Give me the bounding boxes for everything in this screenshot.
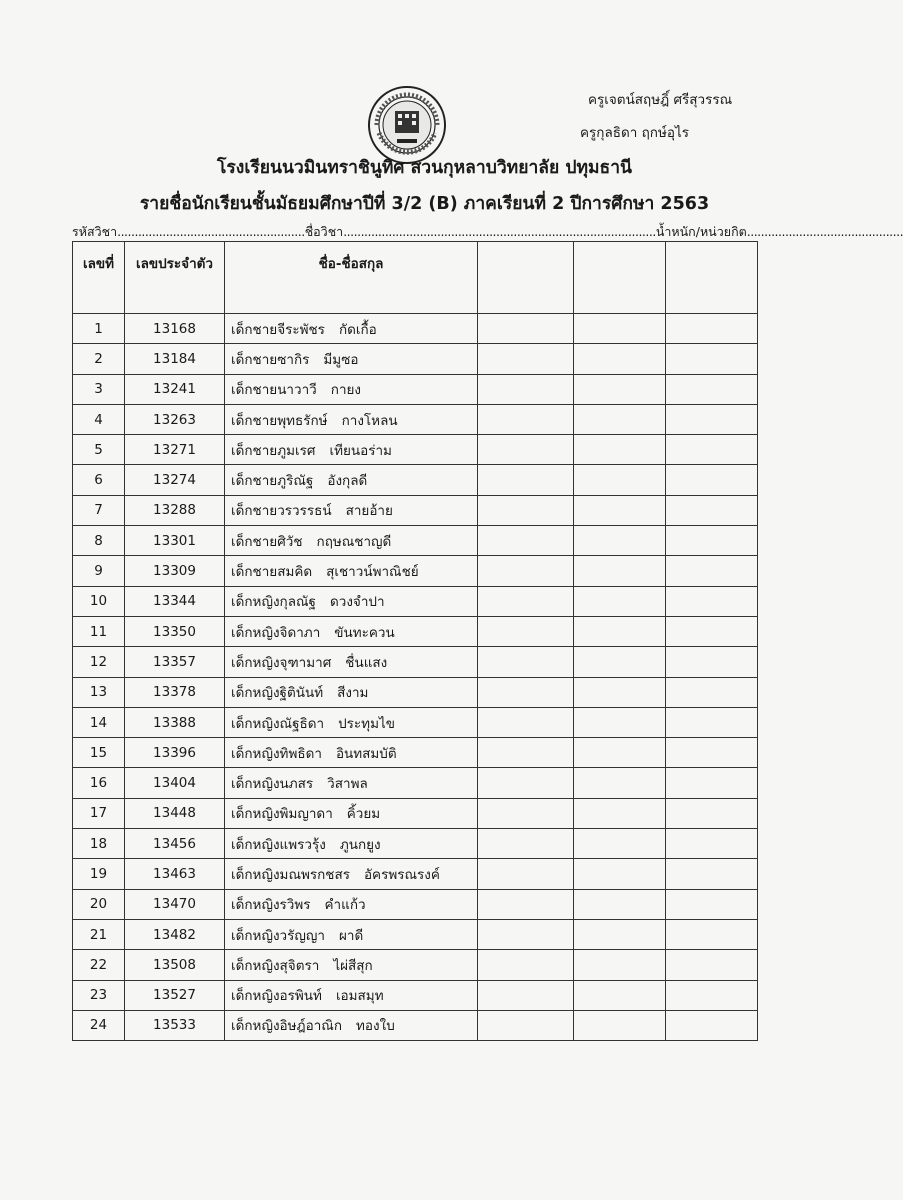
student-name [225,919,478,949]
student-first-name: เด็กหญิงจุฑามาศ [231,654,332,671]
teacher-1: ครูเจตน์สฤษฎิ์ ศรีสุวรรณ [588,92,733,108]
score-cell-3 [666,1010,758,1040]
score-cell-3 [666,404,758,434]
student-last-name: สายอ้าย [345,503,393,520]
student-last-name: คำแก้ว [324,897,366,914]
score-cell-2 [574,738,666,768]
student-first-name: เด็กหญิงอิษฎ์อาณิก [231,1018,343,1035]
score-cell-2 [574,1010,666,1040]
subject-code-blank[interactable]: ...................................................... [117,224,305,239]
student-id: 13309 [125,556,225,586]
class-title: รายชื่อนักเรียนชั้นมัธยมศึกษาปีที่ 3/2 (B) ภาคเรียนที่ 2 ปีการศึกษา 2563 [139,194,710,214]
score-cell-2 [574,465,666,495]
student-last-name: ชื่นแสง [345,654,388,671]
score-cell-2 [574,586,666,616]
student-id: 13482 [125,919,225,949]
score-cell-2 [574,677,666,707]
student-first-name: เด็กชายสมคิด [231,564,313,581]
score-cell-1 [478,889,574,919]
student-name [225,495,478,525]
student-first-name: เด็กชายภูริณัฐ [231,473,314,490]
score-cell-2 [574,798,666,828]
score-cell-1 [478,829,574,859]
score-cell-3 [666,950,758,980]
subject-name-blank[interactable]: .......................................................................................... [343,224,656,239]
score-cell-3 [666,919,758,949]
student-id: 13396 [125,738,225,768]
student-last-name: อังกุลดี [327,473,368,490]
score-cell-1 [478,950,574,980]
score-cell-3 [666,374,758,404]
score-cell-1 [478,707,574,737]
student-last-name: เทียนอร่าม [329,442,392,459]
score-cell-1 [478,344,574,374]
score-cell-2 [574,556,666,586]
student-first-name: เด็กหญิงมณพรกชสร [231,866,350,883]
table-row [73,435,758,465]
student-last-name: วิสาพล [327,776,368,793]
student-id: 13344 [125,586,225,616]
student-name [225,889,478,919]
score-cell-3 [666,526,758,556]
student-first-name: เด็กชายซากิร [231,351,310,368]
table-row [73,950,758,980]
student-name [225,950,478,980]
student-number: 16 [73,768,125,798]
score-cell-2 [574,647,666,677]
student-first-name: เด็กหญิงฐิตินันท์ [231,685,324,702]
student-id: 13350 [125,616,225,646]
student-first-name: เด็กหญิงสุจิตรา [231,957,320,974]
student-id: 13388 [125,707,225,737]
student-first-name: เด็กชายศิวัช [231,533,303,550]
student-last-name: กางโหลน [341,412,398,429]
score-cell-3 [666,859,758,889]
student-last-name: ผาดี [338,927,364,944]
table-row [73,829,758,859]
score-cell-2 [574,889,666,919]
student-id: 13508 [125,950,225,980]
score-cell-2 [574,435,666,465]
roster-body [73,314,758,1041]
table-row [73,556,758,586]
score-cell-1 [478,404,574,434]
student-id: 13271 [125,435,225,465]
score-cell-3 [666,495,758,525]
student-last-name: ดวงจำปา [329,594,385,611]
score-cell-1 [478,647,574,677]
student-name [225,344,478,374]
student-name [225,586,478,616]
student-first-name: เด็กชายนาวาวี [231,382,317,399]
student-id: 13357 [125,647,225,677]
score-cell-3 [666,586,758,616]
student-name [225,435,478,465]
table-row [73,1010,758,1040]
student-last-name: มีมูซอ [323,351,359,368]
student-last-name: อินทสมบัติ [335,745,397,762]
student-first-name: เด็กชายจีระพัชร [231,321,325,338]
col-header-no: เลขที่ [73,242,125,314]
student-last-name: คิ้วยม [346,806,381,823]
col-header-name: ชื่อ-ชื่อสกุล [225,242,478,314]
col-header-blank-2 [574,242,666,314]
subject-fields [72,222,903,242]
score-cell-1 [478,616,574,646]
student-number: 3 [73,374,125,404]
table-row [73,616,758,646]
student-number: 1 [73,314,125,344]
student-name [225,374,478,404]
credit-blank[interactable]: ............................................. [746,224,903,239]
subject-name-label: ชื่อวิชา [304,224,344,239]
score-cell-2 [574,526,666,556]
col-header-blank-3 [666,242,758,314]
student-last-name: ภูนกยูง [339,836,381,853]
student-id: 13274 [125,465,225,495]
student-id: 13533 [125,1010,225,1040]
student-name [225,829,478,859]
student-name [225,859,478,889]
student-name [225,465,478,495]
student-first-name: เด็กหญิงรวิพร [231,897,311,914]
table-row [73,919,758,949]
credit-label: น้ำหนัก/หน่วยกิต [655,224,747,239]
table-row [73,768,758,798]
student-name [225,314,478,344]
table-header-row [73,242,758,314]
score-cell-1 [478,314,574,344]
student-name [225,526,478,556]
student-id: 13168 [125,314,225,344]
student-last-name: เอมสมุท [335,988,384,1005]
student-number: 24 [73,1010,125,1040]
school-title: โรงเรียนนวมินทราชินูทิศ สวนกุหลาบวิทยาลัย ปทุมธานี [217,158,632,178]
table-row [73,707,758,737]
student-id: 13448 [125,798,225,828]
student-last-name: ทองใบ [356,1018,395,1035]
student-number: 18 [73,829,125,859]
student-first-name: เด็กหญิงณัฐธิดา [231,715,325,732]
score-cell-2 [574,495,666,525]
score-cell-3 [666,465,758,495]
student-number: 4 [73,404,125,434]
student-number: 8 [73,526,125,556]
score-cell-1 [478,798,574,828]
student-number: 5 [73,435,125,465]
student-number: 12 [73,647,125,677]
score-cell-1 [478,465,574,495]
student-first-name: เด็กหญิงอรพินท์ [231,988,322,1005]
student-name [225,768,478,798]
student-name [225,1010,478,1040]
student-id: 13184 [125,344,225,374]
student-number: 22 [73,950,125,980]
student-id: 13463 [125,859,225,889]
score-cell-1 [478,556,574,586]
score-cell-3 [666,707,758,737]
score-cell-2 [574,859,666,889]
student-number: 2 [73,344,125,374]
score-cell-3 [666,889,758,919]
student-id: 13241 [125,374,225,404]
table-row [73,798,758,828]
score-cell-2 [574,374,666,404]
score-cell-2 [574,829,666,859]
student-id: 13456 [125,829,225,859]
score-cell-1 [478,435,574,465]
table-row [73,980,758,1010]
student-number: 17 [73,798,125,828]
student-number: 11 [73,616,125,646]
table-row [73,738,758,768]
table-row [73,495,758,525]
score-cell-2 [574,344,666,374]
score-cell-2 [574,616,666,646]
score-cell-1 [478,586,574,616]
student-number: 9 [73,556,125,586]
student-id: 13470 [125,889,225,919]
score-cell-3 [666,768,758,798]
score-cell-1 [478,1010,574,1040]
score-cell-1 [478,980,574,1010]
student-last-name: สุเชาวน์พาณิชย์ [326,564,419,581]
student-last-name: ขันทะควน [334,624,395,641]
student-first-name: เด็กหญิงแพรวรุ้ง [231,836,326,853]
table-row [73,374,758,404]
score-cell-1 [478,738,574,768]
student-name [225,404,478,434]
table-row [73,314,758,344]
score-cell-1 [478,495,574,525]
student-first-name: เด็กชายพุทธรักษ์ [231,412,328,429]
student-number: 15 [73,738,125,768]
score-cell-3 [666,647,758,677]
student-number: 6 [73,465,125,495]
table-row [73,465,758,495]
score-cell-3 [666,980,758,1010]
student-id: 13288 [125,495,225,525]
table-row [73,647,758,677]
score-cell-2 [574,980,666,1010]
student-first-name: เด็กหญิงกุลณัฐ [231,594,316,611]
student-first-name: เด็กชายวรวรรธน์ [231,503,332,520]
student-id: 13263 [125,404,225,434]
teacher-2: ครูกุลธิดา ฤกษ์อุไร [580,125,690,141]
student-id: 13404 [125,768,225,798]
score-cell-1 [478,374,574,404]
student-last-name: กายง [330,382,362,399]
student-number: 21 [73,919,125,949]
student-last-name: กัดเกื้อ [338,321,377,338]
student-first-name: เด็กหญิงนภสร [231,776,314,793]
student-last-name: ไผ่สีสุก [333,957,373,974]
score-cell-2 [574,404,666,434]
col-header-blank-1 [478,242,574,314]
score-cell-3 [666,829,758,859]
subject-code-label: รหัสวิชา [72,224,118,239]
score-cell-2 [574,950,666,980]
score-cell-3 [666,616,758,646]
student-number: 14 [73,707,125,737]
student-first-name: เด็กหญิงทิพธิดา [231,745,322,762]
student-id: 13527 [125,980,225,1010]
student-last-name: สีงาม [337,685,369,702]
student-last-name: อัครพรณรงค์ [363,866,440,883]
score-cell-1 [478,919,574,949]
student-name [225,616,478,646]
student-name [225,647,478,677]
student-roster-table [72,241,758,1041]
teacher-list [580,88,840,154]
student-first-name: เด็กหญิงจิดาภา [231,624,321,641]
table-row [73,889,758,919]
table-row [73,404,758,434]
student-first-name: เด็กหญิงพิมญาดา [231,806,333,823]
score-cell-1 [478,768,574,798]
score-cell-3 [666,435,758,465]
score-cell-2 [574,919,666,949]
student-name [225,738,478,768]
table-row [73,859,758,889]
score-cell-2 [574,314,666,344]
score-cell-1 [478,859,574,889]
table-row [73,586,758,616]
score-cell-1 [478,526,574,556]
student-number: 20 [73,889,125,919]
student-number: 7 [73,495,125,525]
student-id: 13378 [125,677,225,707]
score-cell-2 [574,768,666,798]
student-name [225,677,478,707]
student-name [225,980,478,1010]
score-cell-2 [574,707,666,737]
table-row [73,344,758,374]
score-cell-3 [666,738,758,768]
student-number: 13 [73,677,125,707]
col-header-id: เลขประจำตัว [125,242,225,314]
student-number: 23 [73,980,125,1010]
student-name [225,798,478,828]
table-row [73,677,758,707]
student-last-name: ประทุมไข [338,715,395,732]
score-cell-3 [666,344,758,374]
score-cell-1 [478,677,574,707]
student-last-name: กฤษณชาญดี [316,533,392,550]
table-row [73,526,758,556]
student-number: 10 [73,586,125,616]
student-name [225,556,478,586]
score-cell-3 [666,556,758,586]
student-id: 13301 [125,526,225,556]
student-first-name: เด็กหญิงวรัญญา [231,927,325,944]
score-cell-3 [666,798,758,828]
student-first-name: เด็กชายภูมเรศ [231,442,316,459]
student-name [225,707,478,737]
score-cell-3 [666,314,758,344]
score-cell-3 [666,677,758,707]
student-number: 19 [73,859,125,889]
